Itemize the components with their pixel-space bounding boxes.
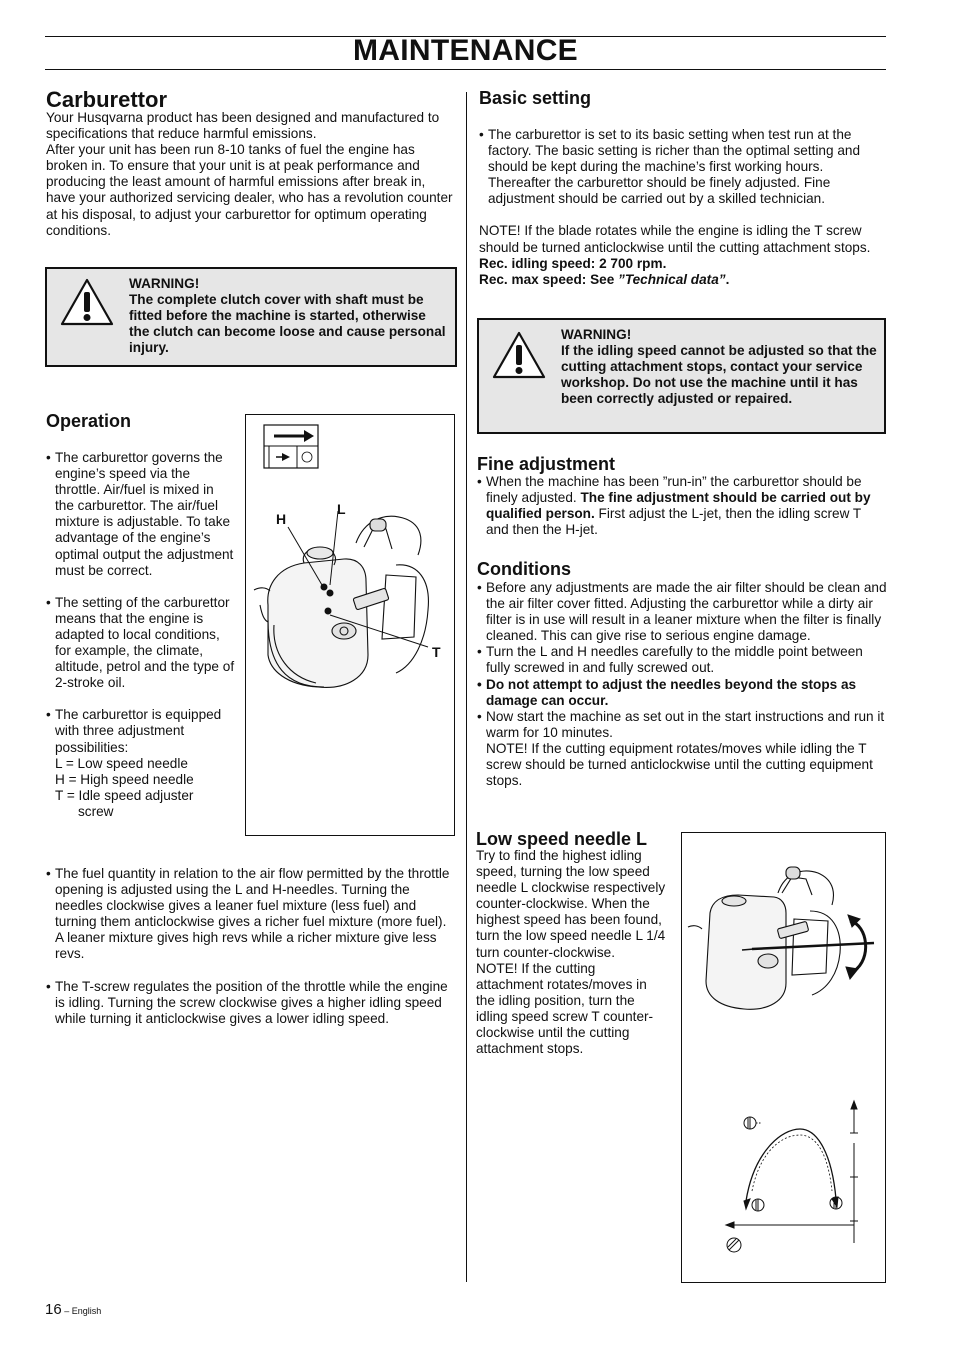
rec-max-suffix: .	[725, 271, 730, 287]
warning-triangle-icon	[491, 330, 547, 380]
rpm-curve-diagram	[726, 1101, 858, 1252]
operation-bullet-fuel-quantity: • The fuel quantity in relation to the air flow permitted by the throttle opening is adjusted using the L and H-needles. Turning the needles clockwise gives a leaner fuel mixture (less fuel) and turning them anticlockwise gives a richer fuel mixture (more fuel). A leaner mixture gives high revs while a richer mixture give less revs.	[46, 866, 450, 963]
conditions-bullet-air-filter: • Before any adjustments are made the air filter should be clean and the air filter cover fitted. Adjusting the carburettor while a dirty air filter is in use will result in a leaner mixture when the filter is finally cleaned. This can give rise to serious engine damage.	[477, 580, 887, 644]
operation-bullet-setting: • The setting of the carburettor means that the engine is adapted to local conditions, for example, the climate, altitude, petrol and the type of 2-stroke oil.	[46, 595, 236, 692]
legend-t-cont: screw	[78, 803, 114, 819]
basic-setting-heading: Basic setting	[479, 88, 592, 108]
page-title: MAINTENANCE	[353, 34, 578, 67]
figure-label-t: T	[432, 644, 441, 660]
footer-language: – English	[61, 1306, 102, 1316]
rec-max-speed	[479, 272, 887, 288]
conditions-heading: Conditions	[477, 559, 571, 579]
low-speed-body	[476, 848, 666, 1057]
carburettor-heading: Carburettor	[46, 87, 168, 112]
carburettor-figure-frame	[245, 414, 455, 836]
page-footer	[45, 1301, 101, 1318]
conditions-body	[477, 580, 887, 789]
warning-label: WARNING!	[561, 327, 632, 342]
conditions-warm-up-note: NOTE! If the cutting equipment rotates/moves while idling the T screw should be turned anticlockwise until the cutting equipment stops.	[486, 740, 873, 789]
operation-bullet-equipped	[46, 707, 236, 820]
rec-idling-speed: Rec. idling speed: 2 700 rpm.	[479, 255, 667, 271]
basic-setting-note: NOTE! If the blade rotates while the engine is idling the T screw should be turned anticlockwise until the cutting attachment stops.	[479, 223, 871, 255]
fine-adjustment-text-b: First adjust the L-jet, then the idling screw T and then the H-jet.	[486, 506, 861, 538]
fine-adjustment-text-a: When the machine has been ”run-in” the carburettor should be finely adjusted.	[486, 474, 862, 506]
low-speed-adjustment-illustration	[682, 833, 885, 1282]
warning-label: WARNING!	[129, 276, 200, 291]
arrow-symbol-icon	[264, 425, 318, 468]
legend-l: L = Low speed needle	[55, 755, 188, 771]
conditions-bullet-middle-point: • Turn the L and H needles carefully to the middle point between fully screwed in and fully screwed out.	[477, 644, 887, 676]
low-speed-text: Try to find the highest idling speed, turning the low speed needle L clockwise respectively counter-clockwise. When the highest speed has been found, turn the low speed needle L 1/4 turn counter-clockwise.	[476, 848, 666, 960]
operation-bullet-t-screw: • The T-screw regulates the position of the throttle while the engine is idling. Turning the screw clockwise gives a higher idling speed while turning it anticlockwise gives a lower idling speed.	[46, 979, 450, 1027]
basic-setting-body	[479, 127, 887, 288]
column-divider	[466, 92, 467, 1282]
conditions-bullet-stops: • Do not attempt to adjust the needles beyond the stops as damage can occur.	[477, 677, 887, 709]
low-speed-heading: Low speed needle L	[476, 829, 648, 849]
basic-setting-bullet: • The carburettor is set to its basic setting when test run at the factory. The basic setting is richer than the optimal setting and should be kept during the machine’s first working hours. Thereafter the carburettor should be finely adjusted. Fine adjustment should be carried out by a skilled technician.	[479, 127, 887, 207]
page-number: 16	[45, 1301, 62, 1318]
operation-lower-bullets	[46, 866, 450, 1027]
rec-max-prefix: Rec. max speed: See	[479, 271, 619, 287]
warning-text: If the idling speed cannot be adjusted so that the cutting attachment stops, contact your service workshop. Do not use the machine until it has been correctly adjusted or repaired.	[561, 343, 877, 407]
figure-label-h: H	[276, 511, 287, 527]
conditions-warm-up-text: • Now start the machine as set out in the start instructions and run it warm for 10 minutes.	[486, 708, 885, 740]
fine-adjustment-body	[477, 474, 887, 538]
legend-h: H = High speed needle	[55, 771, 194, 787]
operation-bullets	[46, 450, 236, 820]
low-speed-note: NOTE! If the cutting attachment rotates/moves in the idling position, turn the idling speed screw T counter-clockwise until the cutting attachment stops.	[476, 960, 654, 1057]
operation-heading: Operation	[46, 411, 132, 431]
operation-bullet-governs: • The carburettor governs the engine’s speed via the throttle. Air/fuel is mixed in the carburettor. The air/fuel mixture is adjustable. To take advantage of the engine’s optimal output the adjustment must be correct.	[46, 450, 236, 579]
carburettor-intro	[46, 110, 454, 239]
needle-legend	[55, 756, 236, 820]
warning-text: The complete clutch cover with shaft must be fitted before the machine is started, otherwise the clutch can become loose and cause personal injury.	[129, 292, 446, 356]
low-speed-figure-frame	[681, 832, 886, 1283]
header-rule-bottom	[45, 69, 886, 70]
warning-triangle-icon	[59, 277, 115, 327]
fine-adjustment-heading: Fine adjustment	[477, 454, 616, 474]
warning-box-clutch	[45, 267, 457, 367]
figure-label-l: L	[337, 501, 346, 517]
carburettor-illustration	[246, 415, 454, 835]
operation-bullet-equipped-text: • The carburettor is equipped with three adjustment possibilities:	[55, 707, 222, 755]
legend-t: T = Idle speed adjuster	[55, 787, 194, 803]
fine-adjustment-bullet	[477, 474, 887, 538]
conditions-bullet-warm-up	[477, 709, 887, 789]
intro-paragraph-1: Your Husqvarna product has been designed and manufactured to specifications that reduce harmful emissions.	[46, 110, 440, 142]
technical-data-reference: ”Technical data”	[618, 271, 726, 287]
warning-box-idling	[477, 318, 886, 434]
intro-paragraph-2: After your unit has been run 8-10 tanks of fuel the engine has broken in. To ensure that your unit is at peak performance and producing the least amount of harmful emissions after break in, have your authorized servicing dealer, who has a revolution counter at his disposal, to adjust your carburettor for optimum operating conditions.	[46, 142, 453, 238]
fine-adjustment-text-bold: The fine adjustment should be carried out by qualified person.	[486, 490, 871, 522]
